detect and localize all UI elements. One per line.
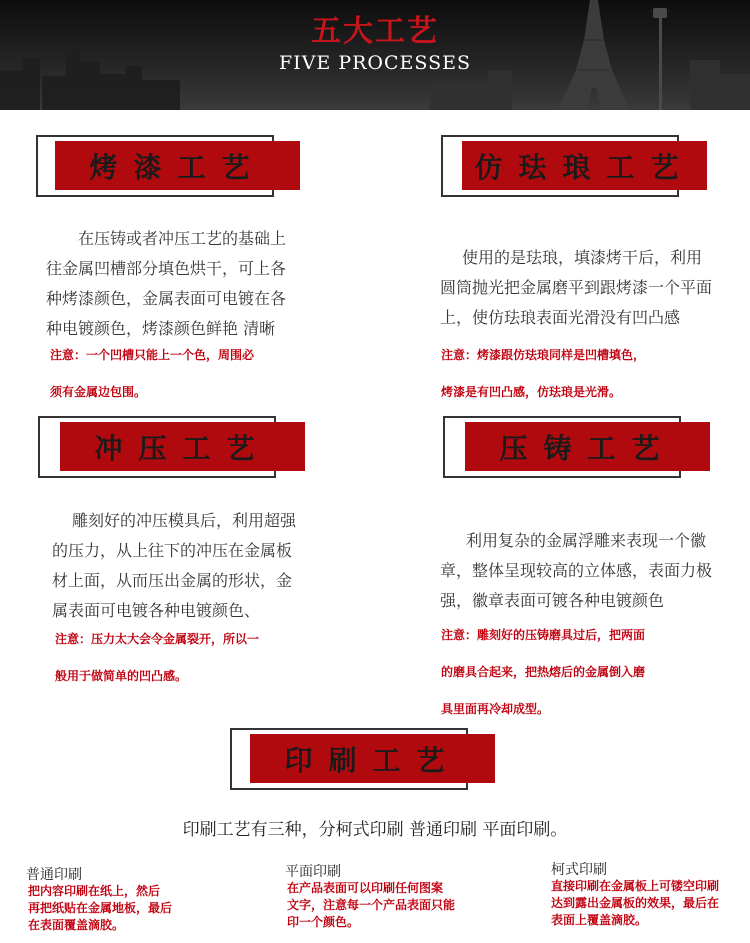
stamping-title: 冲压工艺 (60, 422, 305, 471)
enamel-body: 使用的是珐琅，填漆烤干后，利用 圆筒抛光把金属磨平到跟烤漆一个平面 上，使仿珐琅表面光滑没有凹凸感 (440, 248, 713, 327)
enamel-note-line2: 烤漆是有凹凸感，仿珐琅是光滑。 (441, 385, 622, 399)
page-subtitle: FIVE PROCESSES (279, 52, 471, 74)
enamel-title: 仿珐琅工艺 (462, 141, 707, 190)
enamel-note-line1: 注意：烤漆跟仿珐琅同样是凹槽填色， (441, 348, 646, 362)
diecast-note-line2: 的磨具合起来，把热熔后的金属倒入磨 (441, 665, 646, 679)
stamping-note-line2: 般用于做简单的凹凸感。 (55, 669, 188, 683)
printing-type-label-3: 柯式印刷 (551, 862, 607, 878)
printing-type-label-1: 普通印刷 (26, 867, 82, 883)
baking-note-line2: 须有金属边包围。 (50, 385, 147, 399)
baking-note-line1: 注意：一个凹槽只能上一个色，周围必 (50, 348, 255, 362)
printing-intro: 印刷工艺有三种，分柯式印刷 普通印刷 平面印刷。 (182, 820, 568, 840)
diecast-title: 压铸工艺 (465, 422, 710, 471)
printing-type-note-1: 把内容印刷在纸上，然后 再把纸贴在金属地板，最后 在表面覆盖滴胶。 (28, 884, 173, 932)
page-title: 五大工艺 (311, 14, 439, 49)
stamping-body: 雕刻好的冲压模具后，利用超强 的压力，从上往下的冲压在金属板 材上面，从而压出金属的形状，金 属表面可电镀各种电镀颜色、 (52, 511, 297, 620)
printing-title: 印刷工艺 (250, 734, 495, 783)
baking-title: 烤漆工艺 (55, 141, 300, 190)
diecast-body: 利用复杂的金属浮雕来表现一个徽 章，整体呈现较高的立体感，表面力极 强，徽章表面可镀各种电镀颜色 (440, 531, 713, 610)
stamping-note-line1: 注意：压力太大会令金属裂开，所以一 (55, 632, 260, 646)
baking-body: 在压铸或者冲压工艺的基础上 往金属凹槽部分填色烘干，可上各 种烤漆颜色，金属表面可电镀在各 种电镀颜色，烤漆颜色鲜艳 清晰 (46, 229, 287, 338)
diecast-note-line3: 具里面再冷却成型。 (441, 702, 550, 716)
diecast-note-line1: 注意：雕刻好的压铸磨具过后，把两面 (441, 628, 646, 642)
printing-type-note-3: 直接印刷在金属板上可镂空印刷 达到露出金属板的效果，最后在 表面上覆盖滴胶。 (551, 879, 720, 927)
printing-type-label-2: 平面印刷 (285, 864, 341, 880)
printing-type-note-2: 在产品表面可以印刷任何图案 文字，注意每一个产品表面只能 印一个颜色。 (287, 881, 456, 929)
header-banner (0, 0, 750, 110)
